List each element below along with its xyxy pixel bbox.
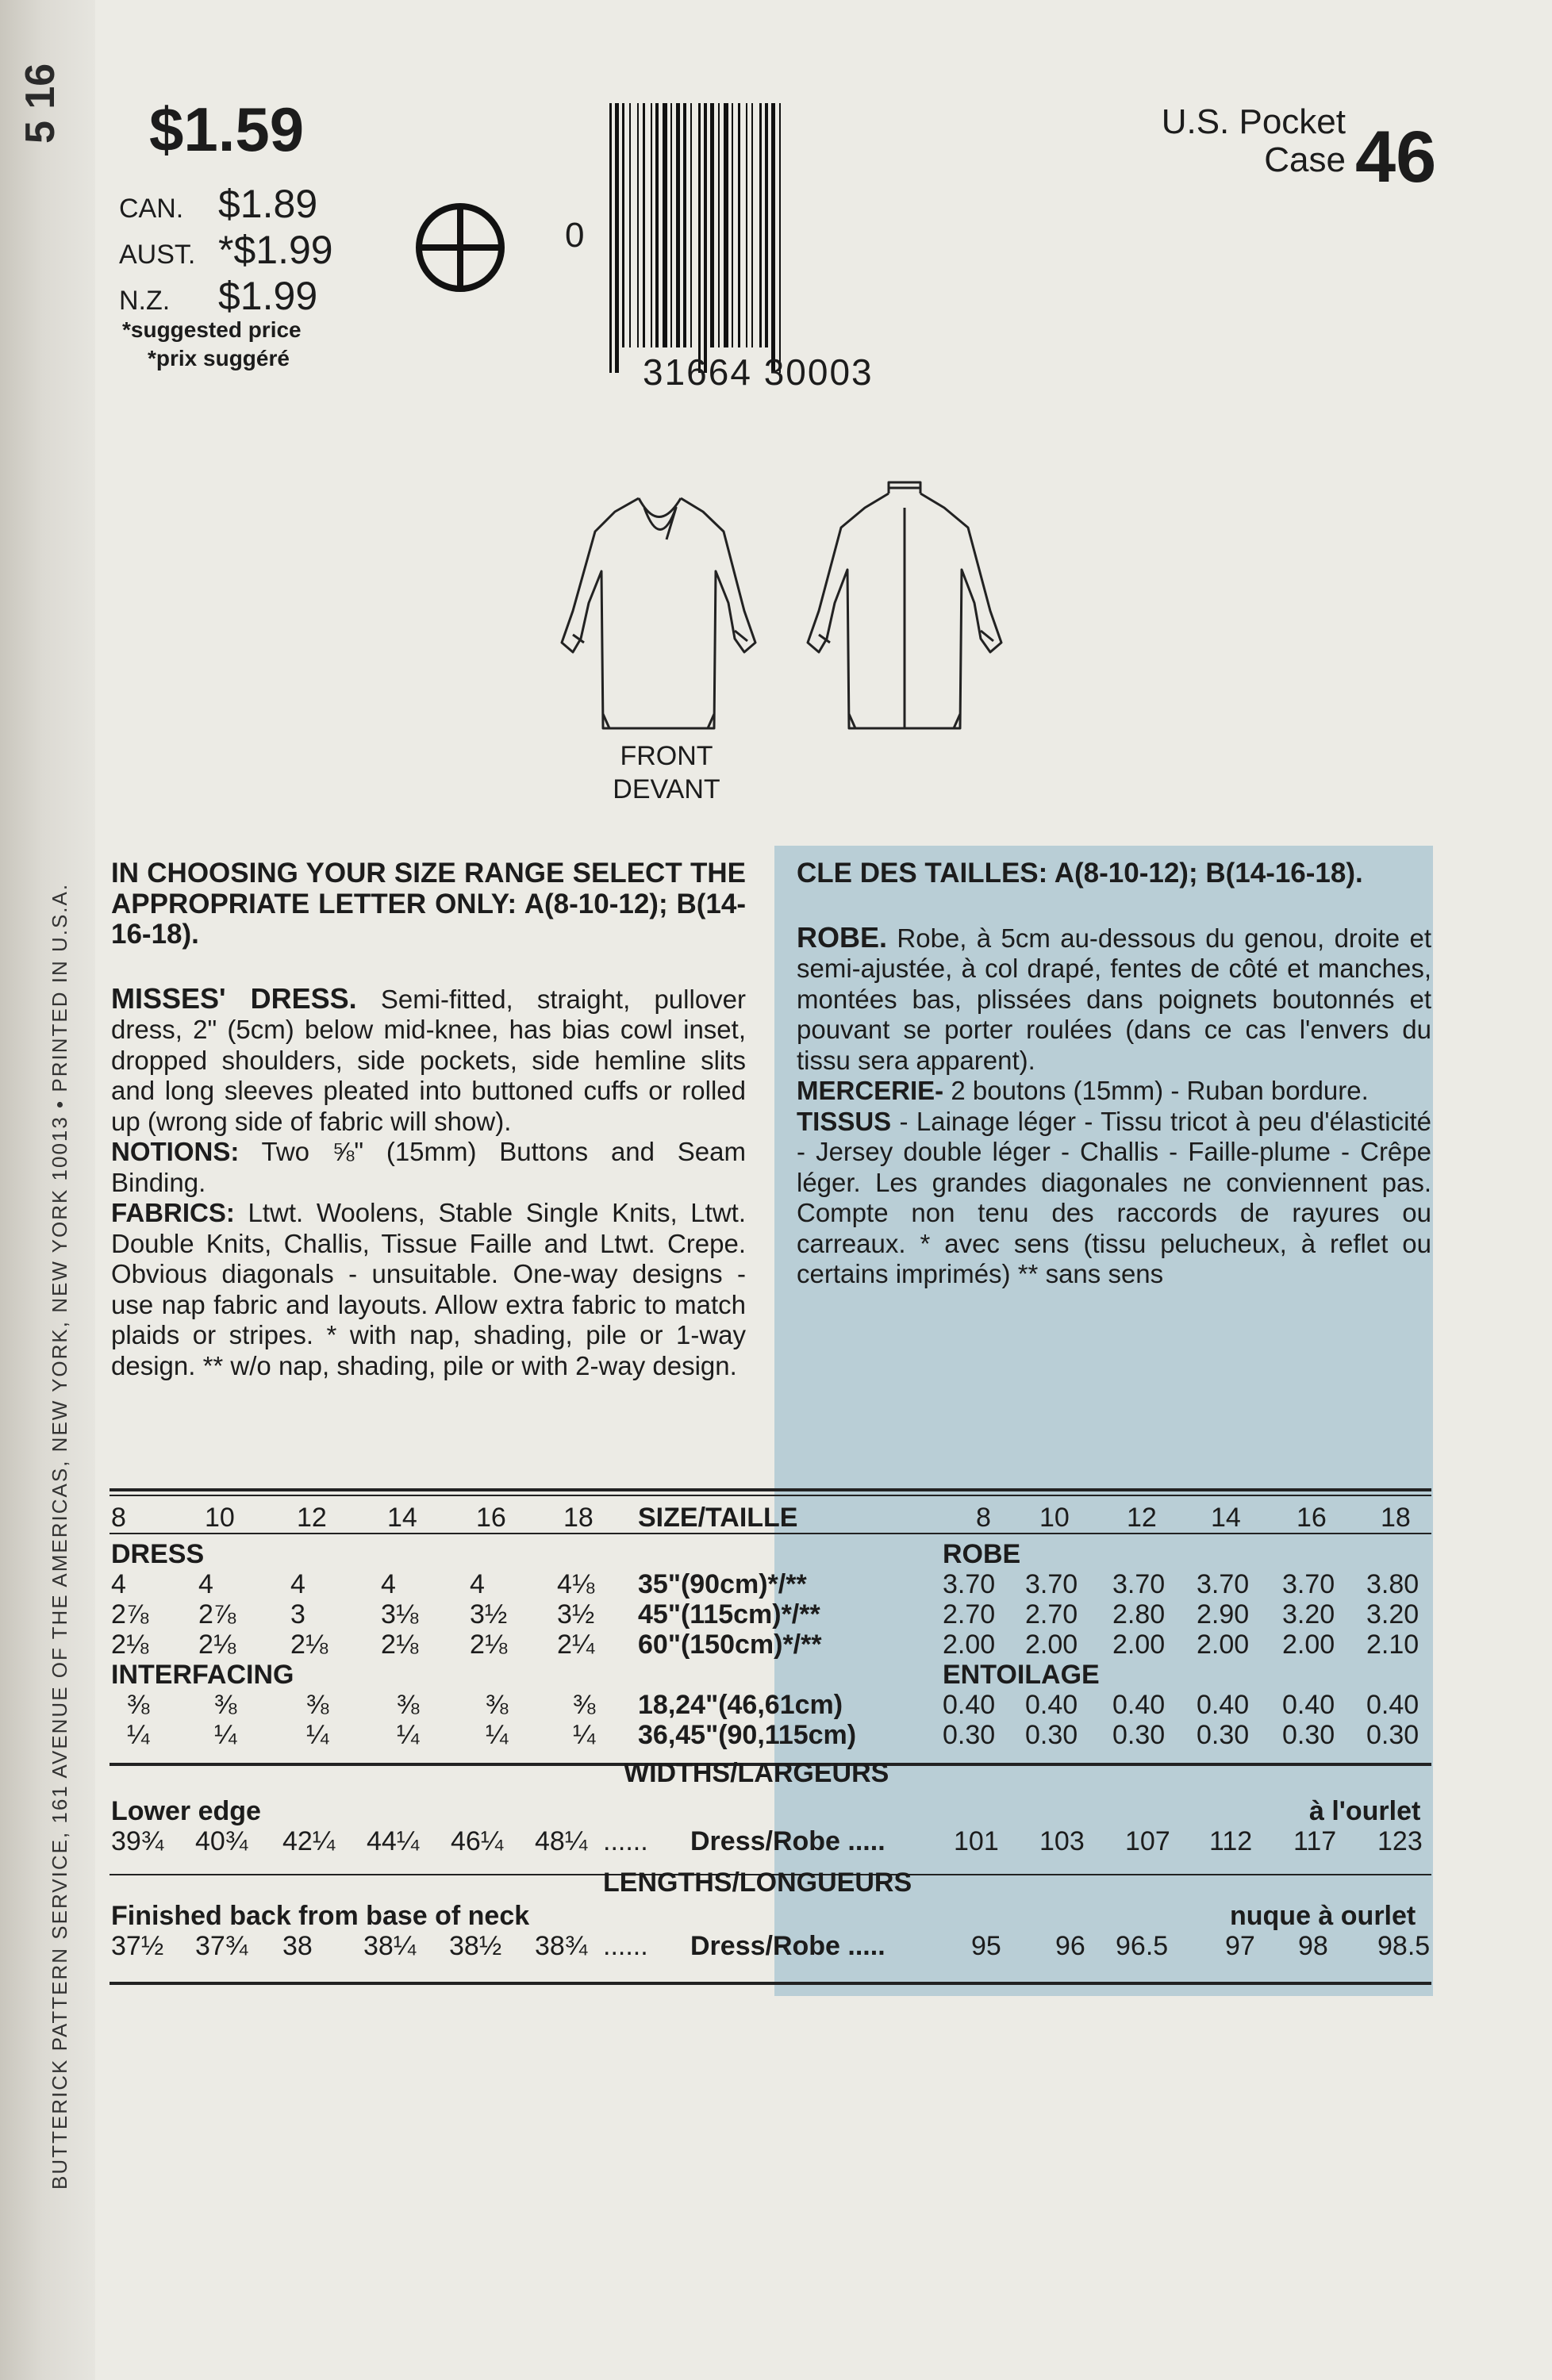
- price-new-zealand: N.Z. $1.99: [119, 274, 318, 318]
- english-description: [111, 858, 746, 1381]
- publisher-address: BUTTERICK PATTERN SERVICE, 161 AVENUE OF THE AMERICAS, NEW YORK, NEW YORK 10013 • PRINTED IN U.S.A.: [48, 882, 71, 2190]
- price-us: $1.59: [149, 94, 305, 164]
- barcode-icon: [603, 103, 920, 389]
- edge-code: 5 16: [17, 63, 63, 144]
- size-select-fr: CLE DES TAILLES: A(8-10-12); B(14-16-18).: [797, 858, 1363, 889]
- table-row: ⅜ ⅜ ⅜ ⅜ ⅜ ⅜ 18,24"(46,61cm) 0.40 0.40 0.40 0.40 0.40 0.40: [127, 1690, 1419, 1720]
- back-collar: [889, 482, 920, 493]
- table-top-rule: [109, 1488, 1431, 1491]
- lower-edge-row: Lower edge à l'ourlet: [111, 1796, 1421, 1826]
- dress-description-en: MISSES' DRESS. Semi-fitted, straight, pullover dress, 2" (5cm) below mid-knee, has bias cowl inset, dropped shoulders, side pockets, side hemline slits and long sleeves pleated into buttoned cuffs or rolled up (wrong side of fabric will show).: [111, 981, 747, 1136]
- prix-suggere-note: *prix suggéré: [148, 346, 290, 370]
- table-row: ¼ ¼ ¼ ¼ ¼ ¼ 36,45"(90,115cm) 0.30 0.30 0.30 0.30 0.30 0.30: [127, 1720, 1419, 1750]
- widths-title-row: WIDTHS/LARGEURS: [624, 1758, 889, 1788]
- tissus-fr: TISSUS - Lainage léger - Tissu tricot à peu d'élasticité - Jersey double léger - Challis - Faille-plume - Crêpe léger. Les grandes diagonales ne conviennent pas. Compte non tenu des raccords de rayures ou carreaux. * avec sens (tissu pelucheux, à reflet ou certains imprimés) ** sans sens: [797, 1106, 1431, 1288]
- table-row: 2⅞ 2⅞ 3 3⅛ 3½ 3½ 45"(115cm)*/** 2.70 2.70 2.80 2.90 3.20 3.20: [111, 1599, 1419, 1630]
- french-description: [797, 858, 1431, 1290]
- table-row: 39¾ 40¾ 42¼ 44¼ 46¼ 48¼ ...... Dress/Robe ..... 101 103 107 112 117 123: [111, 1826, 1423, 1856]
- dress-header-row: DRESS ROBE: [111, 1539, 1021, 1569]
- size-select-en: IN CHOOSING YOUR SIZE RANGE SELECT THE APPROPRIATE LETTER ONLY: A(8-10-12); B(14-16-18).: [111, 858, 746, 950]
- price-australia: AUST. *$1.99: [119, 228, 333, 272]
- garment-sketch: [540, 476, 1031, 738]
- table-row: 4 4 4 4 4 4⅛ 35"(90cm)*/** 3.70 3.70 3.70 3.70 3.70 3.80: [111, 1569, 1419, 1599]
- interfacing-header-row: INTERFACING ENTOILAGE: [111, 1660, 1100, 1690]
- finished-back-row: Finished back from base of neck nuque à ourlet: [111, 1901, 1416, 1931]
- table-top-rule-2: [109, 1495, 1431, 1496]
- suggested-price-note: *suggested price: [122, 317, 302, 342]
- view-label: FRONT DEVANT: [613, 741, 720, 804]
- table-bottom-rule: [109, 1982, 1431, 1985]
- table-row: 2⅛ 2⅛ 2⅛ 2⅛ 2⅛ 2¼ 60"(150cm)*/** 2.00 2.00 2.00 2.00 2.00 2.10: [111, 1630, 1419, 1660]
- price-canada: CAN. $1.89: [119, 182, 318, 226]
- pocket-case-number: 46: [1355, 117, 1437, 198]
- crosshair-icon: [413, 200, 508, 295]
- barcode-number: 31664 30003: [643, 351, 874, 393]
- size-header-row: 8 10 12 14 16 18 SIZE/TAILLE 8 10 12 14 16 18: [111, 1503, 1411, 1533]
- front-dress-outline: [562, 498, 755, 728]
- notions-en: NOTIONS: Two ⅝" (15mm) Buttons and Seam Binding.: [111, 1137, 746, 1197]
- robe-description-fr: ROBE. Robe, à 5cm au-dessous du genou, droite et semi-ajustée, à col drapé, fentes de côté et manches, montées bas, plissées dans poignets boutonnés et pouvant se porter roulées (dans ce cas l'envers du tissu sera apparent).: [797, 920, 1431, 1075]
- front-cowl: [639, 498, 681, 539]
- table-row: 37½ 37¾ 38 38¼ 38½ 38¾ ...... Dress/Robe ..... 95 96 96.5 97 98 98.5: [111, 1931, 1431, 1961]
- lengths-title-row: LENGTHS/LONGUEURS: [603, 1868, 912, 1898]
- fabrics-en: FABRICS: Ltwt. Woolens, Stable Single Knits, Ltwt. Double Knits, Challis, Tissue Faille and Ltwt. Crepe. Obvious diagonals - unsuitable. One-way designs - use nap fabric and layouts. Allow extra fabric to match plaids or stripes. * with nap, shading, pile or 1-way design. ** w/o nap, shading, pile or with 2-way design.: [111, 1198, 746, 1380]
- yardage-table: [111, 1499, 1431, 1961]
- mercerie-fr: MERCERIE- 2 boutons (15mm) - Ruban bordure.: [797, 1076, 1369, 1105]
- pocket-case-label: U.S. Pocket Case: [1161, 102, 1346, 179]
- barcode-prefix: 0: [565, 216, 585, 255]
